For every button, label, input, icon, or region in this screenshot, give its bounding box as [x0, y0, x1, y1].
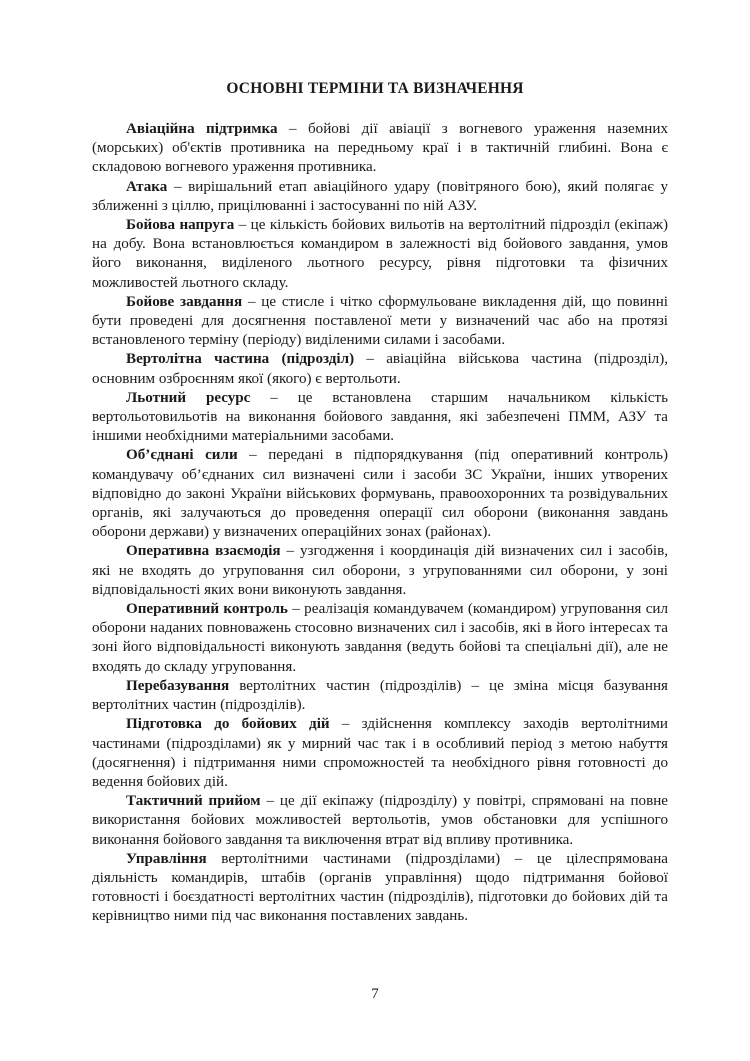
- term-separator: –: [242, 293, 262, 310]
- term-entry: [92, 178, 668, 216]
- term-separator: –: [250, 389, 298, 406]
- term-definition: вирішальний етап авіаційного удару (повітряного бою), який полягає у зближенні з ціллю, прицілюванні і застосуванні по ній АЗУ.: [92, 178, 668, 214]
- term-entry: [92, 120, 668, 178]
- term-name: Об’єднані сили: [126, 447, 238, 464]
- term-definition: вертолітних частин (підрозділів) – це зміна місця базування вертолітних частин (підрозділів).: [92, 677, 668, 714]
- term-entry: [92, 446, 668, 542]
- term-entry: [92, 715, 668, 792]
- terms-list: [92, 120, 668, 927]
- term-entry: [92, 542, 668, 600]
- term-definition: це стисле і чітко сформульоване викладення дій, що повинні бути проведені для досягнення поставленої мети у визначений час або на протязі встановленого терміну (періоду) виділеними силами і засобами.: [92, 293, 669, 349]
- term-definition: це встановлена старшим начальником кількість вертольотовильотів на виконання бойового завдання, які забезпечені ПММ, АЗУ та іншими необхідними матеріальними засобами.: [92, 389, 668, 445]
- term-name: Перебазування: [126, 677, 230, 694]
- term-separator: –: [277, 121, 308, 137]
- term-entry: [92, 350, 668, 388]
- term-name: Бойове завдання: [126, 293, 243, 310]
- term-definition: це кількість бойових вильотів на вертолітний підрозділ (екіпаж) на добу. Вона встановлюється командиром в залежності від бойового завдання, умов його виконання, виділеного льотного ресурсу, рівня підготовки та фізичних можливостей льотного складу.: [92, 217, 669, 291]
- term-separator: –: [354, 351, 387, 368]
- term-separator: –: [280, 543, 300, 560]
- term-definition: реалізація командувачем (командиром) угруповання сил оборони наданих повноважень стосовно визначених сил і засобів, які в його інтересах та зоні його відповідальності виконують завдання (ведуть бойові та спеціальні дії), але не входять до складу угруповання.: [92, 601, 669, 675]
- term-entry: [92, 792, 668, 850]
- term-separator: –: [260, 793, 280, 810]
- term-entry: [92, 293, 668, 351]
- term-name: Вертолітна частина (підрозділ): [126, 351, 355, 368]
- term-definition: авіаційна військова частина (підрозділ), основним озброєнням якої (якого) є вертольоти.: [92, 351, 668, 387]
- term-name: Бойова напруга: [126, 217, 235, 234]
- term-name: Авіаційна підтримка: [126, 121, 278, 137]
- term-entry: [92, 600, 668, 677]
- term-definition: це дії екіпажу (підрозділу) у повітрі, спрямовані на повне використання бойових можливостей вертольотів, умов обстановки для успішного виконання бойового завдання та виключення втрат від впливу противника.: [92, 793, 669, 848]
- term-separator: [229, 678, 239, 694]
- term-entry: [92, 850, 668, 927]
- term-name: Підготовка до бойових дій: [126, 716, 330, 733]
- term-separator: [207, 851, 222, 867]
- term-name: Оперативний контроль: [126, 601, 288, 618]
- term-separator: –: [287, 601, 305, 618]
- term-name: Льотний ресурс: [126, 389, 251, 406]
- term-entry: [92, 677, 668, 715]
- term-definition: здійснення комплексу заходів вертолітними частинами (підрозділами) як у мирний час так і в особливий період з метою набуття (досягнення) і підтримання ними спроможностей та необхідного рівня готовності до ведення бойових дій.: [92, 716, 669, 790]
- term-name: Оперативна взаємодія: [126, 543, 281, 560]
- term-separator: –: [237, 447, 269, 464]
- term-definition: бойові дії авіації з вогневого ураження наземних (морських) об'єктів противника на передньому краї і в тактичній глибині. Вона є складовою вогневого ураження противника.: [92, 121, 668, 176]
- term-name: Атака: [126, 178, 168, 195]
- term-separator: –: [234, 217, 251, 234]
- term-definition: передані в підпорядкування (під оперативний контроль) командувачу об’єднаних сил визначені сили і засоби ЗС України, інших утворених відповідно до законі України військових формувань, правоохоронних та розвідувальних органів, які залучаються до проведення операції сил оборони (виконання завдань оборони держави) у визначених операційних зонах (районах).: [92, 447, 668, 541]
- term-entry: [92, 389, 668, 447]
- term-separator: –: [167, 178, 189, 195]
- term-name: Управління: [126, 850, 207, 867]
- term-definition: узгодження і координація дій визначених сил і засобів, які не входять до угруповання сил оборони, з угрупованнями сил оборони, у зоні відповідальності яких вони виконують завдання.: [92, 543, 668, 598]
- term-definition: вертолітними частинами (підрозділами) – це цілеспрямована діяльність командирів, штабів (органів управління) щодо підтримання бойової готовності і боєздатності вертолітних частин (підрозділів), підготовки до бойових дій та керівництво ними під час виконання поставлених завдань.: [92, 850, 668, 925]
- term-name: Тактичний прийом: [126, 793, 261, 810]
- page-title: ОСНОВНІ ТЕРМІНИ ТА ВИЗНАЧЕННЯ: [226, 80, 524, 97]
- term-separator: –: [329, 716, 362, 733]
- term-entry: [92, 216, 668, 293]
- page-number: 7: [371, 986, 379, 1002]
